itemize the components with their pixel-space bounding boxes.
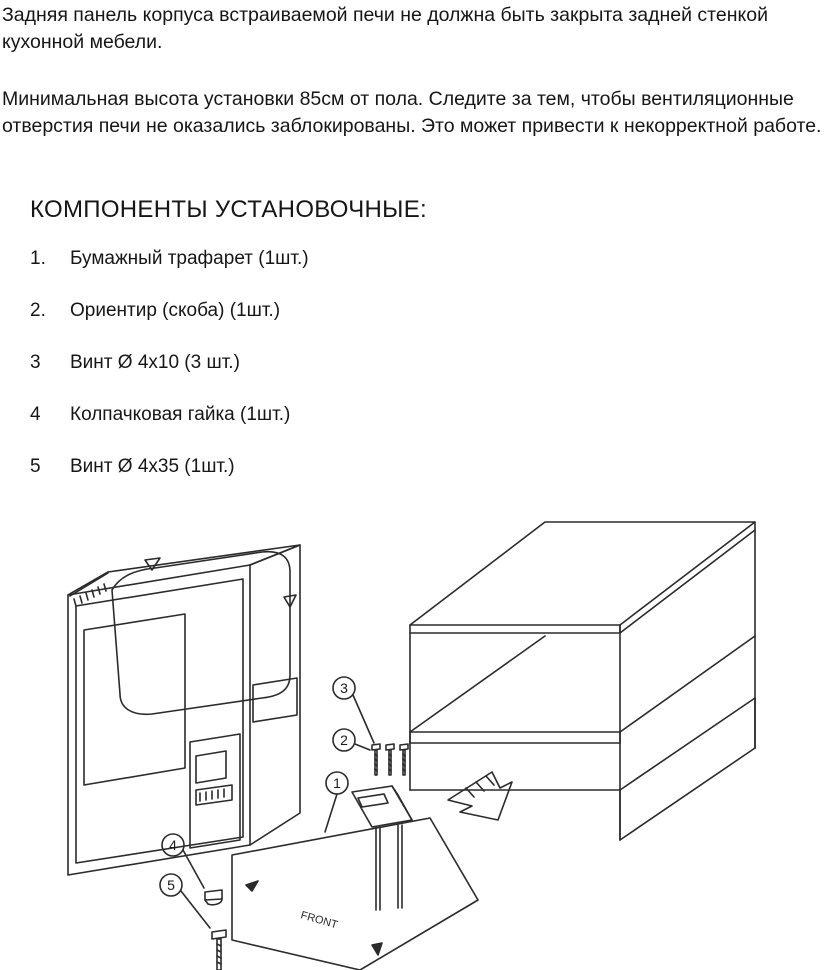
list-item bbox=[30, 248, 510, 300]
callouts bbox=[160, 677, 374, 928]
microwave-oven-illustration bbox=[68, 545, 300, 875]
capnut-and-longscrew-illustration bbox=[205, 890, 226, 970]
insertion-arrow-icon bbox=[448, 772, 512, 820]
callout-1-leader bbox=[325, 794, 337, 832]
callout-5-label: 5 bbox=[167, 877, 175, 893]
components-heading: КОМПОНЕНТЫ УСТАНОВОЧНЫЕ: bbox=[30, 196, 427, 223]
callout-4-label: 4 bbox=[169, 837, 177, 853]
list-item bbox=[30, 300, 510, 352]
callout-2-label: 2 bbox=[340, 732, 348, 748]
list-item-label: Колпачковая гайка (1шт.) bbox=[70, 404, 291, 425]
installation-diagram bbox=[0, 500, 828, 970]
paper-template-illustration bbox=[232, 818, 478, 970]
list-item-label: Винт Ø 4x35 (1шт.) bbox=[70, 456, 235, 477]
list-item-number: 4 bbox=[30, 404, 41, 425]
components-list bbox=[30, 248, 510, 508]
list-item-label: Бумажный трафарет (1шт.) bbox=[70, 248, 309, 269]
paragraph-install-height: Минимальная высота установки 85см от пола. Следите за тем, чтобы вентиляционные отверстия печи не оказались заблокированы. Это может привести к некорректной работе. bbox=[2, 88, 822, 137]
callout-2-leader bbox=[355, 744, 370, 750]
callout-4-leader bbox=[183, 850, 204, 888]
list-item-number: 1. bbox=[30, 248, 46, 269]
cabinet-illustration bbox=[410, 522, 755, 840]
template-front-label: FRONT bbox=[299, 909, 339, 932]
screws-illustration bbox=[372, 744, 408, 910]
list-item bbox=[30, 404, 510, 456]
installation-diagram-svg bbox=[0, 500, 828, 970]
callout-3-label: 3 bbox=[340, 680, 348, 696]
list-item-number: 3 bbox=[30, 352, 41, 373]
paragraph-rear-panel: Задняя панель корпуса встраиваемой печи не должна быть закрыта задней стенкой кухонной мебели. bbox=[2, 4, 768, 53]
bracket-illustration bbox=[352, 786, 412, 827]
callout-1-label: 1 bbox=[333, 775, 341, 791]
list-item-number: 2. bbox=[30, 300, 46, 321]
list-item-label: Винт Ø 4x10 (3 шт.) bbox=[70, 352, 240, 373]
list-item-number: 5 bbox=[30, 456, 41, 477]
callout-3-leader bbox=[353, 695, 374, 743]
list-item-label: Ориентир (скоба) (1шт.) bbox=[70, 300, 281, 321]
list-item bbox=[30, 352, 510, 404]
